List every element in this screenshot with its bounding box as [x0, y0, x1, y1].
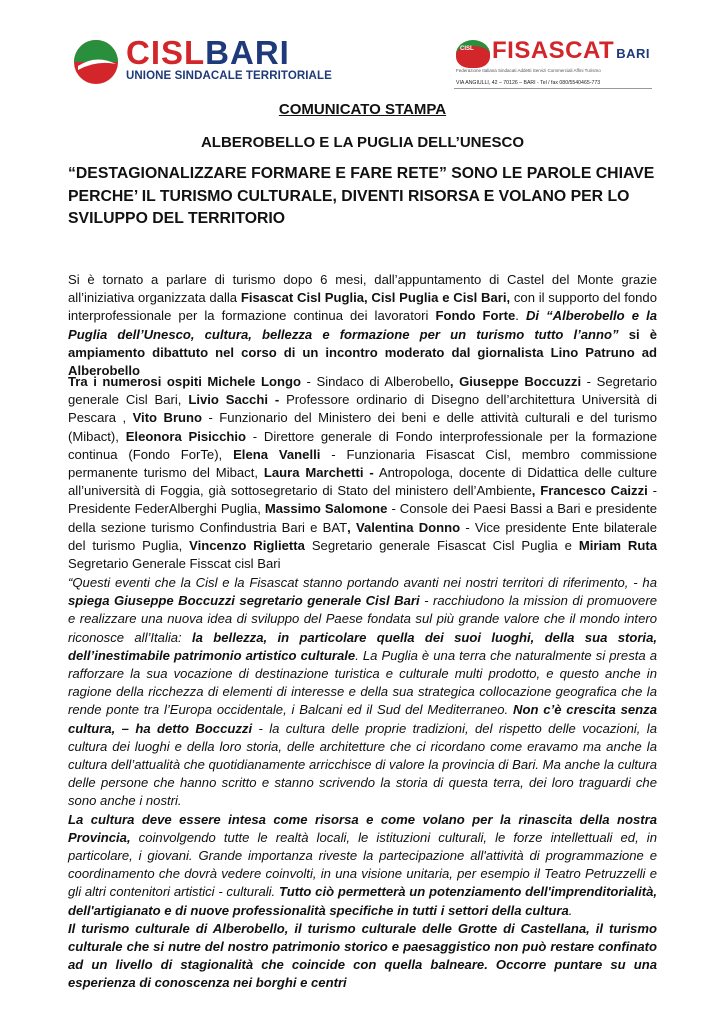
quote-text: - racchiudono la mission di promuovere e realizzare una nuova idea di sviluppo del Paese fondata sul più grande valore che il mondo intero riconosce all’Italia:: [68, 593, 657, 645]
cisl-logo-icon: [72, 38, 120, 86]
guests-paragraph: [68, 373, 657, 573]
fisascat-address: VIA ANGIULLI, 42 – 70126 – BARI - Tel / fax 080/5540465-773: [456, 80, 601, 86]
guest-role: Segretario Generale Fisscat cisl Bari: [68, 556, 281, 572]
guest-role: - Funzionario del Ministero dei beni e delle attività culturali e del turismo (Mibact),: [68, 410, 657, 444]
guest-name: Laura Marchetti -: [263, 465, 374, 481]
guest-name: Livio Sacchi -: [188, 392, 280, 408]
cisl-bari-logo: [72, 34, 332, 96]
p1-moderator: si è ampiamento dibattuto nel corso di un incontro moderato dal giornalista Lino Patruno ad Alberobello: [68, 326, 657, 379]
p1-text: Si è tornato a parlare di turismo dopo 6 mesi, dall’appuntamento di Castel del Monte grazie all’iniziativa organizzata dalla: [68, 272, 657, 306]
guest-role: - Vice presidente Ente bilaterale del turismo Puglia,: [68, 519, 657, 553]
guest-role: - Funzionaria Fisascat Cisl, membro commissione permanente turismo del Mibact,: [68, 446, 657, 481]
quote-text: coinvolgendo tutte le realtà locali, le istituzioni culturali, le forze intellettuali ed, in particolare, i giovani. Grande importanza riveste la partecipazione all'attività di programmazione e coordinamento che dovrà vedere coinvolti, in una visione unitaria, per esempio il Teatro Petruzzelli e gli altri contenitori artistici - culturali.: [68, 829, 657, 900]
p1-fondo-forte: Fondo Forte: [435, 308, 516, 324]
guest-role: Segretario generale Fisascat Cisl Puglia e: [304, 537, 579, 553]
guest-role: - Segretario generale Cisl Bari,: [68, 374, 657, 408]
subject-heading: ALBEROBELLO E LA PUGLIA DELL’UNESCO: [200, 134, 525, 151]
fisascat-tagline: Federazione Italiana Sindacati Addetti Servizi Commerciali Affini Turismo: [456, 68, 601, 73]
guest-name: Tra i numerosi ospiti Michele Longo: [68, 374, 301, 389]
guest-role: Antropologa, docente di Didattica delle culture all’università di Foggia, già sottosegretario di Stato del ministero dell’Ambiente: [68, 465, 657, 499]
guest-name: , Valentina Donno: [347, 519, 461, 535]
guest-name: Elena Vanelli: [233, 446, 321, 462]
quote-text: .: [568, 902, 573, 918]
quote-highlight: Non c’è crescita senza cultura, – ha detto Boccuzzi: [68, 702, 658, 736]
guest-role: - Direttore generale di Fondo interprofessionale per la formazione continua (Fondo ForTe),: [68, 428, 658, 462]
quote-paragraph: [68, 574, 657, 993]
intro-paragraph: [68, 271, 657, 380]
p1-organizers: Fisascat Cisl Puglia, Cisl Puglia e Cisl Bari,: [240, 290, 511, 306]
address-divider: [454, 88, 652, 89]
cisl-logo-subtitle: UNIONE SINDACALE TERRITORIALE: [126, 70, 332, 82]
guest-role: - Console dei Paesi Bassi a Bari e presidente della sezione turismo Confindustria Bari e BAT: [68, 501, 657, 535]
quote-highlight: Il turismo culturale di Alberobello, il turismo culturale delle Grotte di Castellana, il turismo culturale che si nutre del nostro patrimonio storico e paesaggistico non può restare confinato ad un livello di stagionalità che coincide con quella balneare. Occorre puntare su una esperienza di conoscenza nei borghi e centri: [68, 920, 657, 991]
p1-text: con il supporto del fondo interprofessionale per la formazione continua dei lavoratori: [68, 290, 657, 324]
guest-name: Miriam Ruta: [578, 537, 658, 553]
p1-event-title: Di “Alberobello e la Puglia dell’Unesco, cultura, bellezza e formazione per un turismo tutto l’anno”: [68, 308, 657, 342]
main-headline: “DESTAGIONALIZZARE FORMARE E FARE RETE” SONO LE PAROLE CHIAVE PERCHE’ IL TURISMO CULTURALE, DIVENTI RISORSA E VOLANO PER LO SVILUPPO DEL TERRITORIO: [68, 165, 655, 227]
quote-highlight: Tutto ciò permetterà un potenziamento dell'imprenditorialità, dell'artigianato e di nuove professionalità specifiche in tutti i settori della cultura: [68, 884, 658, 918]
fisascat-badge-icon: [456, 40, 490, 68]
guest-name: Eleonora Pisicchio: [125, 428, 246, 444]
p1-text: .: [515, 308, 526, 324]
fisascat-logo-name: FISASCAT BARI: [492, 37, 650, 64]
guest-name: , Francesco Caizzi: [531, 483, 648, 499]
comunicato-stampa-heading: COMUNICATO STAMPA: [278, 101, 447, 118]
quote-text: “Questi eventi che la Cisl e la Fisascat stanno portando avanti nei nostri territori di riferimento, - ha: [68, 575, 657, 590]
quote-speaker: spiega Giuseppe Boccuzzi segretario generale Cisl Bari: [68, 593, 420, 609]
guest-name: Massimo Salomone: [264, 501, 388, 517]
guest-role: Professore ordinario di Disegno dell’architettura Università di Pescara ,: [68, 392, 657, 426]
guest-role: - Presidente FederAlberghi Puglia,: [68, 483, 657, 517]
cisl-logo-name: CISLBARI: [126, 34, 290, 71]
guest-role: - Sindaco di Alberobello: [300, 374, 450, 389]
fisascat-badge-text: CISL: [460, 46, 474, 52]
quote-highlight: La cultura deve essere intesa come risorsa e come volano per la rinascita della nostra Provincia,: [68, 811, 657, 845]
fisascat-bari-logo: [452, 38, 662, 94]
guest-name: Vincenzo Riglietta: [189, 537, 305, 553]
quote-highlight: la bellezza, in particolare quella dei suoi luoghi, della sua storia, dell’inestimabile patrimonio artistico culturale: [68, 629, 657, 663]
quote-text: - la cultura delle proprie tradizioni, del rispetto delle vocazioni, la cultura dei luoghi e della loro storia, delle architetture che ci ricordano come eravamo ma anche la cultura dell’attualità che quotidianamente arricchisce di valore la provincia di Bari. Ma anche la cultura delle persone che hanno scritto e stanno scrivendo la storia di questa terra, dei loro traguardi che sono anche i nostri.: [68, 720, 657, 809]
quote-text: . La Puglia è una terra che naturalmente si presta a rafforzare la sua vocazione di destinazione turistica e culturale multi prodotto, e questo anche in ragione della ricchezza di elementi di interesse e della sua strategica collocazione geografica che la rende ponte tra l’Europa occidentale, i Balcani ed il Sud del Mediterraneo.: [68, 647, 657, 718]
guest-name: Vito Bruno: [132, 410, 203, 426]
guest-name: , Giuseppe Boccuzzi: [449, 374, 582, 389]
